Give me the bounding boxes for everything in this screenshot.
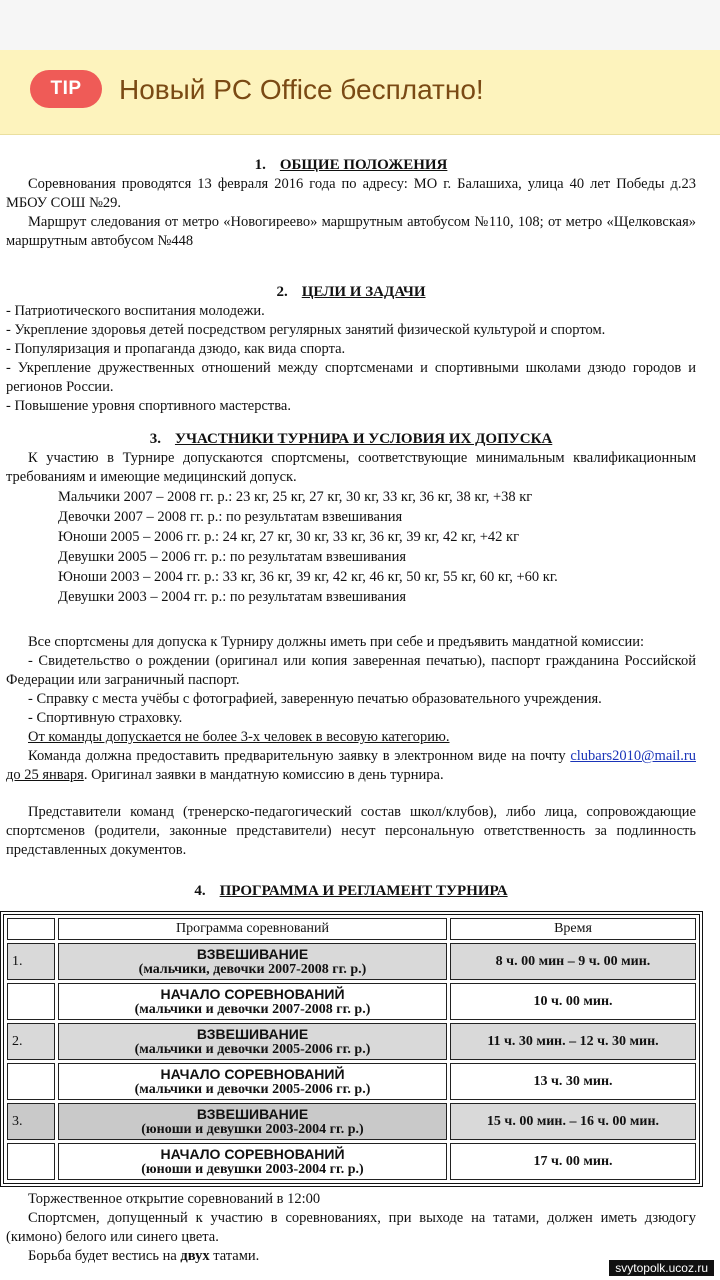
- top-strip: [0, 0, 720, 50]
- application-text: Команда должна предоставить предварительную заявку в электронном виде на почту: [28, 748, 566, 764]
- program-event: НАЧАЛО СОРЕВНОВАНИЙ: [160, 1065, 345, 1082]
- goal-item: - Укрепление здоровья детей посредством регулярных занятий физической культурой и спортом.: [6, 322, 606, 338]
- section-title-text: ПРОГРАММА И РЕГЛАМЕНТ ТУРНИРА: [219, 883, 508, 899]
- judogi-note: Спортсмен, допущенный к участию в соревнованиях, при выходе на татами, должен иметь дзюдогу (кимоно) белого или синего цвета.: [6, 1210, 696, 1245]
- weight-category: Девочки 2007 – 2008 гг. р.: по результатам взвешивания: [58, 509, 403, 525]
- section-title-text: ЦЕЛИ И ЗАДАЧИ: [301, 284, 426, 300]
- time-cell: 17 ч. 00 мин.: [450, 1143, 696, 1180]
- section-1-title: [6, 156, 696, 175]
- tatami-text-end: татами.: [209, 1248, 260, 1264]
- row-number: [7, 983, 55, 1020]
- section-number: 4.: [194, 883, 206, 899]
- program-event: ВЗВЕШИВАНИЕ: [196, 1025, 309, 1042]
- goal-item: - Популяризация и пропаганда дзюдо, как вида спорта.: [6, 341, 346, 357]
- representatives-paragraph: Представители команд (тренерско-педагогический состав школ/клубов), либо лица, сопровождающие спортсменов (родители, законные представители) несут персональную ответственность за подлинность представленных документов.: [6, 804, 696, 858]
- section-number: 3.: [149, 431, 161, 447]
- time-cell: 10 ч. 00 мин.: [450, 983, 696, 1020]
- after-table-notes: [6, 1190, 696, 1266]
- weight-category: Девушки 2005 – 2006 гг. р.: по результатам взвешивания: [58, 549, 406, 565]
- program-event: ВЗВЕШИВАНИЕ: [196, 1105, 309, 1122]
- document-item: - Спортивную страховку.: [28, 710, 183, 726]
- table-row: [7, 1063, 696, 1100]
- tatami-count: двух: [180, 1248, 210, 1264]
- program-cell: [58, 943, 447, 980]
- team-limit: [6, 728, 696, 747]
- program-cell: [58, 1063, 447, 1100]
- section-1-paragraph-address: Соревнования проводятся 13 февраля 2016 года по адресу: МО г. Балашиха, улица 40 лет Победы д.23 МБОУ СОШ №29.: [6, 176, 696, 211]
- section-number: 2.: [276, 284, 288, 300]
- document-item: - Свидетельство о рождении (оригинал или копия заверенная печатью), паспорт гражданина Российской Федерации или заграничный паспорт.: [6, 653, 696, 688]
- table-row: [7, 983, 696, 1020]
- table-header-num: [7, 918, 55, 940]
- program-table: [0, 911, 703, 1187]
- opening-note: Торжественное открытие соревнований в 12:00: [28, 1191, 321, 1207]
- goal-item: - Повышение уровня спортивного мастерства.: [6, 398, 291, 414]
- document-body: [6, 150, 696, 901]
- table-row: [7, 1103, 696, 1140]
- tatami-note: [6, 1247, 696, 1266]
- tip-banner-text[interactable]: Новый PC Office бесплатно!: [119, 74, 484, 105]
- program-group: (мальчики и девочки 2007-2008 гг. р.): [134, 1001, 371, 1017]
- team-limit-text: От команды допускается не более 3-х человек в весовую категорию.: [28, 729, 450, 745]
- weight-category: Юноши 2005 – 2006 гг. р.: 24 кг, 27 кг, 30 кг, 33 кг, 36 кг, 39 кг, 42 кг, +42 кг: [58, 529, 520, 545]
- section-4-title: [6, 882, 696, 901]
- row-number: [7, 1143, 55, 1180]
- time-cell: 15 ч. 00 мин. – 16 ч. 00 мин.: [450, 1103, 696, 1140]
- application-paragraph: [6, 747, 696, 785]
- section-title-text: ОБЩИЕ ПОЛОЖЕНИЯ: [279, 157, 448, 173]
- document-item: - Справку с места учёбы с фотографией, заверенную печатью образовательного учреждения.: [28, 691, 602, 707]
- table-row: [7, 1023, 696, 1060]
- section-3-title: [6, 430, 696, 449]
- application-text-end: . Оригинал заявки в мандатную комиссию в день турнира.: [83, 767, 444, 783]
- section-title-text: УЧАСТНИКИ ТУРНИРА И УСЛОВИЯ ИХ ДОПУСКА: [174, 431, 553, 447]
- table-header-program: Программа соревнований: [58, 918, 447, 940]
- time-cell: 11 ч. 30 мин. – 12 ч. 30 мин.: [450, 1023, 696, 1060]
- tip-badge[interactable]: TIP: [30, 70, 102, 108]
- section-2-title: [6, 283, 696, 302]
- time-cell: 8 ч. 00 мин – 9 ч. 00 мин.: [450, 943, 696, 980]
- goal-item: - Укрепление дружественных отношений между спортсменами и спортивными школами дзюдо городов и регионов России.: [6, 360, 696, 395]
- program-group: (юноши и девушки 2003-2004 гг. р.): [141, 1161, 364, 1177]
- documents-intro: Все спортсмены для допуска к Турниру должны иметь при себе и предъявить мандатной комиссии:: [28, 634, 645, 650]
- section-3-intro: К участию в Турнире допускаются спортсмены, соответствующие минимальным квалификационным требованиям и имеющие медицинский допуск.: [6, 450, 696, 485]
- program-cell: [58, 1103, 447, 1140]
- tatami-text: Борьба будет вестись на: [28, 1248, 181, 1264]
- application-deadline: до 25 января: [6, 767, 84, 783]
- table-row: [7, 943, 696, 980]
- table-row: [7, 1143, 696, 1180]
- program-group: (мальчики и девочки 2005-2006 гг. р.): [134, 1081, 371, 1097]
- program-event: НАЧАЛО СОРЕВНОВАНИЙ: [160, 985, 345, 1002]
- weight-category: Мальчики 2007 – 2008 гг. р.: 23 кг, 25 кг, 27 кг, 30 кг, 33 кг, 36 кг, 38 кг, +38 кг: [58, 489, 533, 505]
- table-header-time: Время: [450, 918, 696, 940]
- row-number: 3.: [7, 1103, 55, 1140]
- program-event: НАЧАЛО СОРЕВНОВАНИЙ: [160, 1145, 345, 1162]
- program-group: (мальчики и девочки 2005-2006 гг. р.): [134, 1041, 371, 1057]
- table-header-row: [7, 918, 696, 940]
- section-1-paragraph-route: Маршрут следования от метро «Новогиреево» маршрутным автобусом №110, 108; от метро «Щелковская» маршрутным автобусом №448: [6, 214, 696, 249]
- time-cell: 13 ч. 30 мин.: [450, 1063, 696, 1100]
- site-watermark: svytopolk.ucoz.ru: [609, 1260, 714, 1276]
- email-link[interactable]: clubars2010@mail.ru: [570, 748, 697, 764]
- weight-category: Юноши 2003 – 2004 гг. р.: 33 кг, 36 кг, 39 кг, 42 кг, 46 кг, 50 кг, 55 кг, 60 кг, +60 кг.: [58, 569, 558, 585]
- row-number: 2.: [7, 1023, 55, 1060]
- program-cell: [58, 1143, 447, 1180]
- goal-item: - Патриотического воспитания молодежи.: [6, 303, 265, 319]
- program-cell: [58, 983, 447, 1020]
- program-group: (юноши и девушки 2003-2004 гг. р.): [141, 1121, 364, 1137]
- program-group: (мальчики, девочки 2007-2008 гг. р.): [138, 961, 367, 977]
- section-number: 1.: [254, 157, 266, 173]
- row-number: [7, 1063, 55, 1100]
- weight-category: Девушки 2003 – 2004 гг. р.: по результатам взвешивания: [58, 589, 406, 605]
- program-cell: [58, 1023, 447, 1060]
- program-event: ВЗВЕШИВАНИЕ: [196, 945, 309, 962]
- row-number: 1.: [7, 943, 55, 980]
